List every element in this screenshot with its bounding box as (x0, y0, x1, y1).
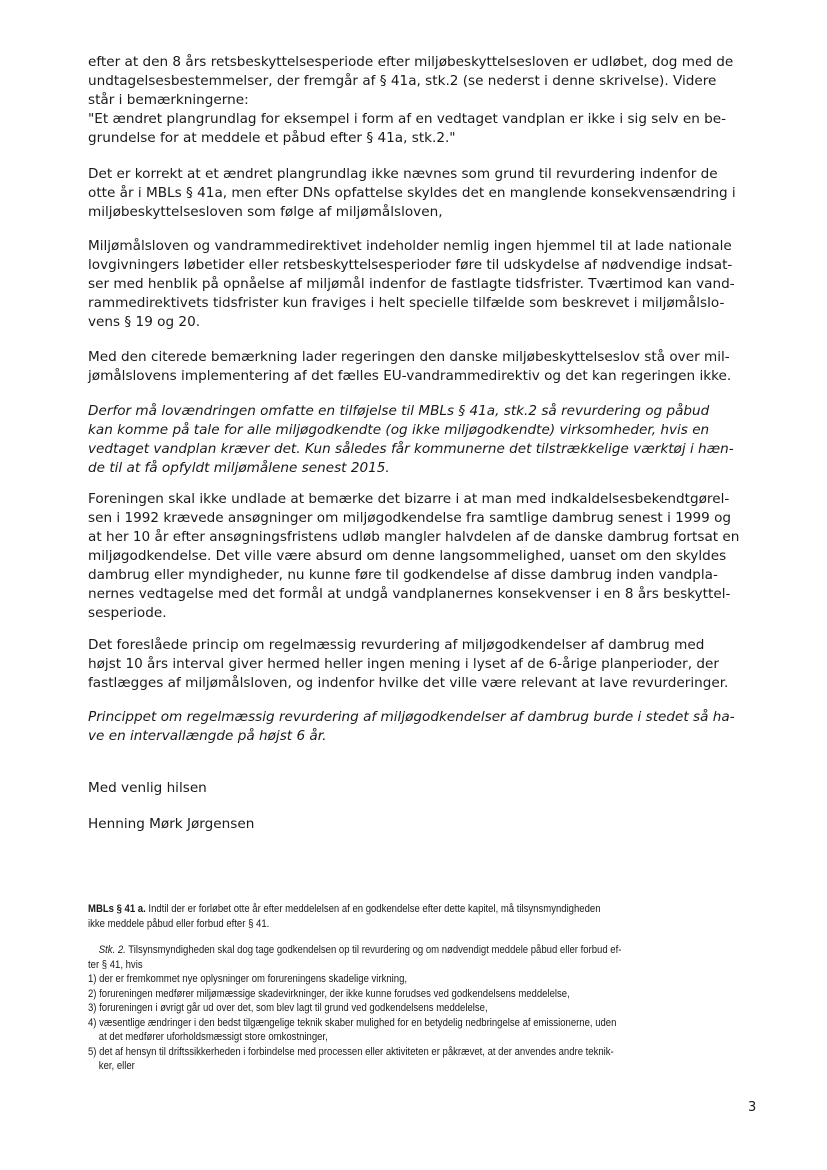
text-line: kan komme på tale for alle miljøgodkendte (og ikke miljøgodkendte) virksomheder, hvis en (88, 422, 710, 438)
footnote-stk-text: Tilsynsmyndigheden skal dog tage godkendelsen op til revurdering og om nødvendigt meddele påbud eller forbud ef- (125, 944, 622, 956)
footnote-item: 4) væsentlige ændringer i den bedst tilgængelige teknik skaber mulighed for en betydelig nedbringelse af emissionerne, uden (88, 1016, 617, 1029)
footnote-stk2 (88, 943, 768, 1074)
footnote-stk-heading (88, 943, 700, 958)
signature-name (88, 815, 768, 834)
paragraph-foreningen (88, 490, 768, 623)
text-line: Det foreslåede princip om regelmæssig revurdering af miljøgodkendelser af dambrug med (88, 637, 705, 653)
paragraph-lovaendring-italic (88, 402, 768, 478)
text-line: højst 10 års interval giver hermed heller ingen mening i lyset af de 6-årige planperioder, der (88, 656, 719, 672)
text-line: rammedirektivets tidsfrister kun fraviges i helt specielle tilfælde som beskrevet i miljømålslo- (88, 295, 725, 311)
text-line: grundelse for at meddele et påbud efter § 41a, stk.2." (88, 130, 456, 146)
text-line: Henning Mørk Jørgensen (88, 816, 255, 832)
text-line: Princippet om regelmæssig revurdering af miljøgodkendelser af dambrug burde i stedet så ha- (88, 709, 735, 725)
footnote-heading-text: Indtil der er forløbet otte år efter meddelelsen af en godkendelse efter dette kapitel, må tilsynsmyndigheden (145, 903, 601, 915)
footnote-heading (88, 902, 700, 917)
text-line: Miljømålsloven og vandrammedirektivet indeholder nemlig ingen hjemmel til at lade nationale (88, 238, 732, 254)
text-line: lovgivningers løbetider eller retsbeskyttelsesperioder føre til udskydelse af nødvendige indsat- (88, 257, 733, 273)
paragraph-citerede-bemaerkning (88, 348, 768, 386)
text-line: "Et ændret plangrundlag for eksempel i form af en vedtaget vandplan er ikke i sig selv en be- (88, 111, 727, 127)
text-line: sen i 1992 krævede ansøgninger om miljøgodkendelse fra samtlige dambrug senest i 1999 og (88, 510, 732, 526)
text-line: undtagelsesbestemmelser, der fremgår af § 41a, stk.2 (se nederst i denne skrivelse). Videre (88, 73, 717, 89)
text-line: miljøgodkendelse. Det ville være absurd om denne langsommelighed, uanset om den skyldes (88, 548, 727, 564)
footnote-item: 5) det af hensyn til driftssikkerheden i forbindelse med processen eller aktiviteten er påkrævet, at der anvendes andre teknik- (88, 1045, 614, 1058)
paragraph-miljomalsloven (88, 237, 768, 332)
text-line: Med den citerede bemærkning lader regeringen den danske miljøbeskyttelseslov stå over mil- (88, 349, 730, 365)
text-line: miljøbeskyttelsesloven som følge af miljømålsloven, (88, 204, 443, 220)
footnote-heading-bold: MBLs § 41 a. (88, 903, 146, 915)
page-number: 3 (748, 1100, 757, 1115)
paragraph-princippet-italic (88, 708, 768, 746)
footnote-item: 1) der er fremkommet nye oplysninger om forureningens skadelige virkning, (88, 973, 408, 985)
text-line: otte år i MBLs § 41a, men efter DNs opfattelse skyldes det en manglende konsekvensændring i (88, 185, 736, 201)
footnote-item-continuation: at det medfører uforholdsmæssigt store omkostninger, (98, 1031, 328, 1043)
text-line: Med venlig hilsen (88, 780, 207, 796)
text-line: ser med henblik på opnåelse af miljømål indenfor de fastlagte tidsfrister. Tværtimod kan vand- (88, 276, 735, 292)
text-line: Derfor må lovændringen omfatte en tilføjelse til MBLs § 41a, stk.2 så revurdering og påbud (88, 403, 710, 419)
footnote-stk-line2: ter § 41, hvis (88, 958, 143, 971)
paragraph-plangrundlag (88, 165, 768, 222)
text-line: Det er korrekt at et ændret plangrundlag ikke nævnes som grund til revurdering indenfor de (88, 166, 718, 182)
text-line: vedtaget vandplan kræver det. Kun således får kommunerne det tilstrækkelige værktøj i hæn- (88, 441, 734, 457)
text-line: dambrug eller myndigheder, nu kunne føre til godkendelse af disse dambrug inden vandpla- (88, 567, 718, 583)
text-line: nernes vedtagelse med det formål at undgå vandplanernes konsekvenser i en 8 års beskyttel- (88, 586, 731, 602)
footnote-item: 3) forureningen i øvrigt går ud over det, som blev lagt til grund ved godkendelsens meddelelse, (88, 1002, 488, 1014)
closing-greeting (88, 779, 768, 798)
text-line: ve en intervallængde på højst 6 år. (88, 728, 327, 744)
text-line: vens § 19 og 20. (88, 314, 201, 330)
paragraph-intro-remarks (88, 53, 768, 148)
footnote-item: 2) forureningen medfører miljømæssige skadevirkninger, der ikke kunne forudses ved godkendelsens meddelelse, (88, 987, 570, 1000)
footnote-heading-line2: ikke meddele påbud eller forbud efter § 41. (88, 917, 270, 930)
text-line: sesperiode. (88, 605, 167, 621)
text-line: jømålslovens implementering af det fælles EU-vandrammedirektiv og det kan regeringen ikke. (88, 368, 732, 384)
text-line: at her 10 år efter ansøgningsfristens udløb mangler halvdelen af de danske dambrug fortsat en (88, 529, 740, 545)
paragraph-princip (88, 636, 768, 693)
footnote-mbls-41a (88, 902, 768, 931)
text-line: Foreningen skal ikke undlade at bemærke det bizarre i at man med indkaldelsesbekendtgørel- (88, 491, 730, 507)
text-line: står i bemærkningerne: (88, 92, 249, 108)
footnote-stk-italic: Stk. 2. (98, 944, 126, 956)
text-line: fastlægges af miljømålsloven, og indenfor hvilke det ville være relevant at lave revurderinger. (88, 675, 729, 691)
text-line: efter at den 8 års retsbeskyttelsesperiode efter miljøbeskyttelsesloven er udløbet, dog med de (88, 54, 734, 70)
text-line: de til at få opfyldt miljømålene senest 2015. (88, 460, 390, 476)
footnote-item-continuation: ker, eller (98, 1060, 135, 1072)
